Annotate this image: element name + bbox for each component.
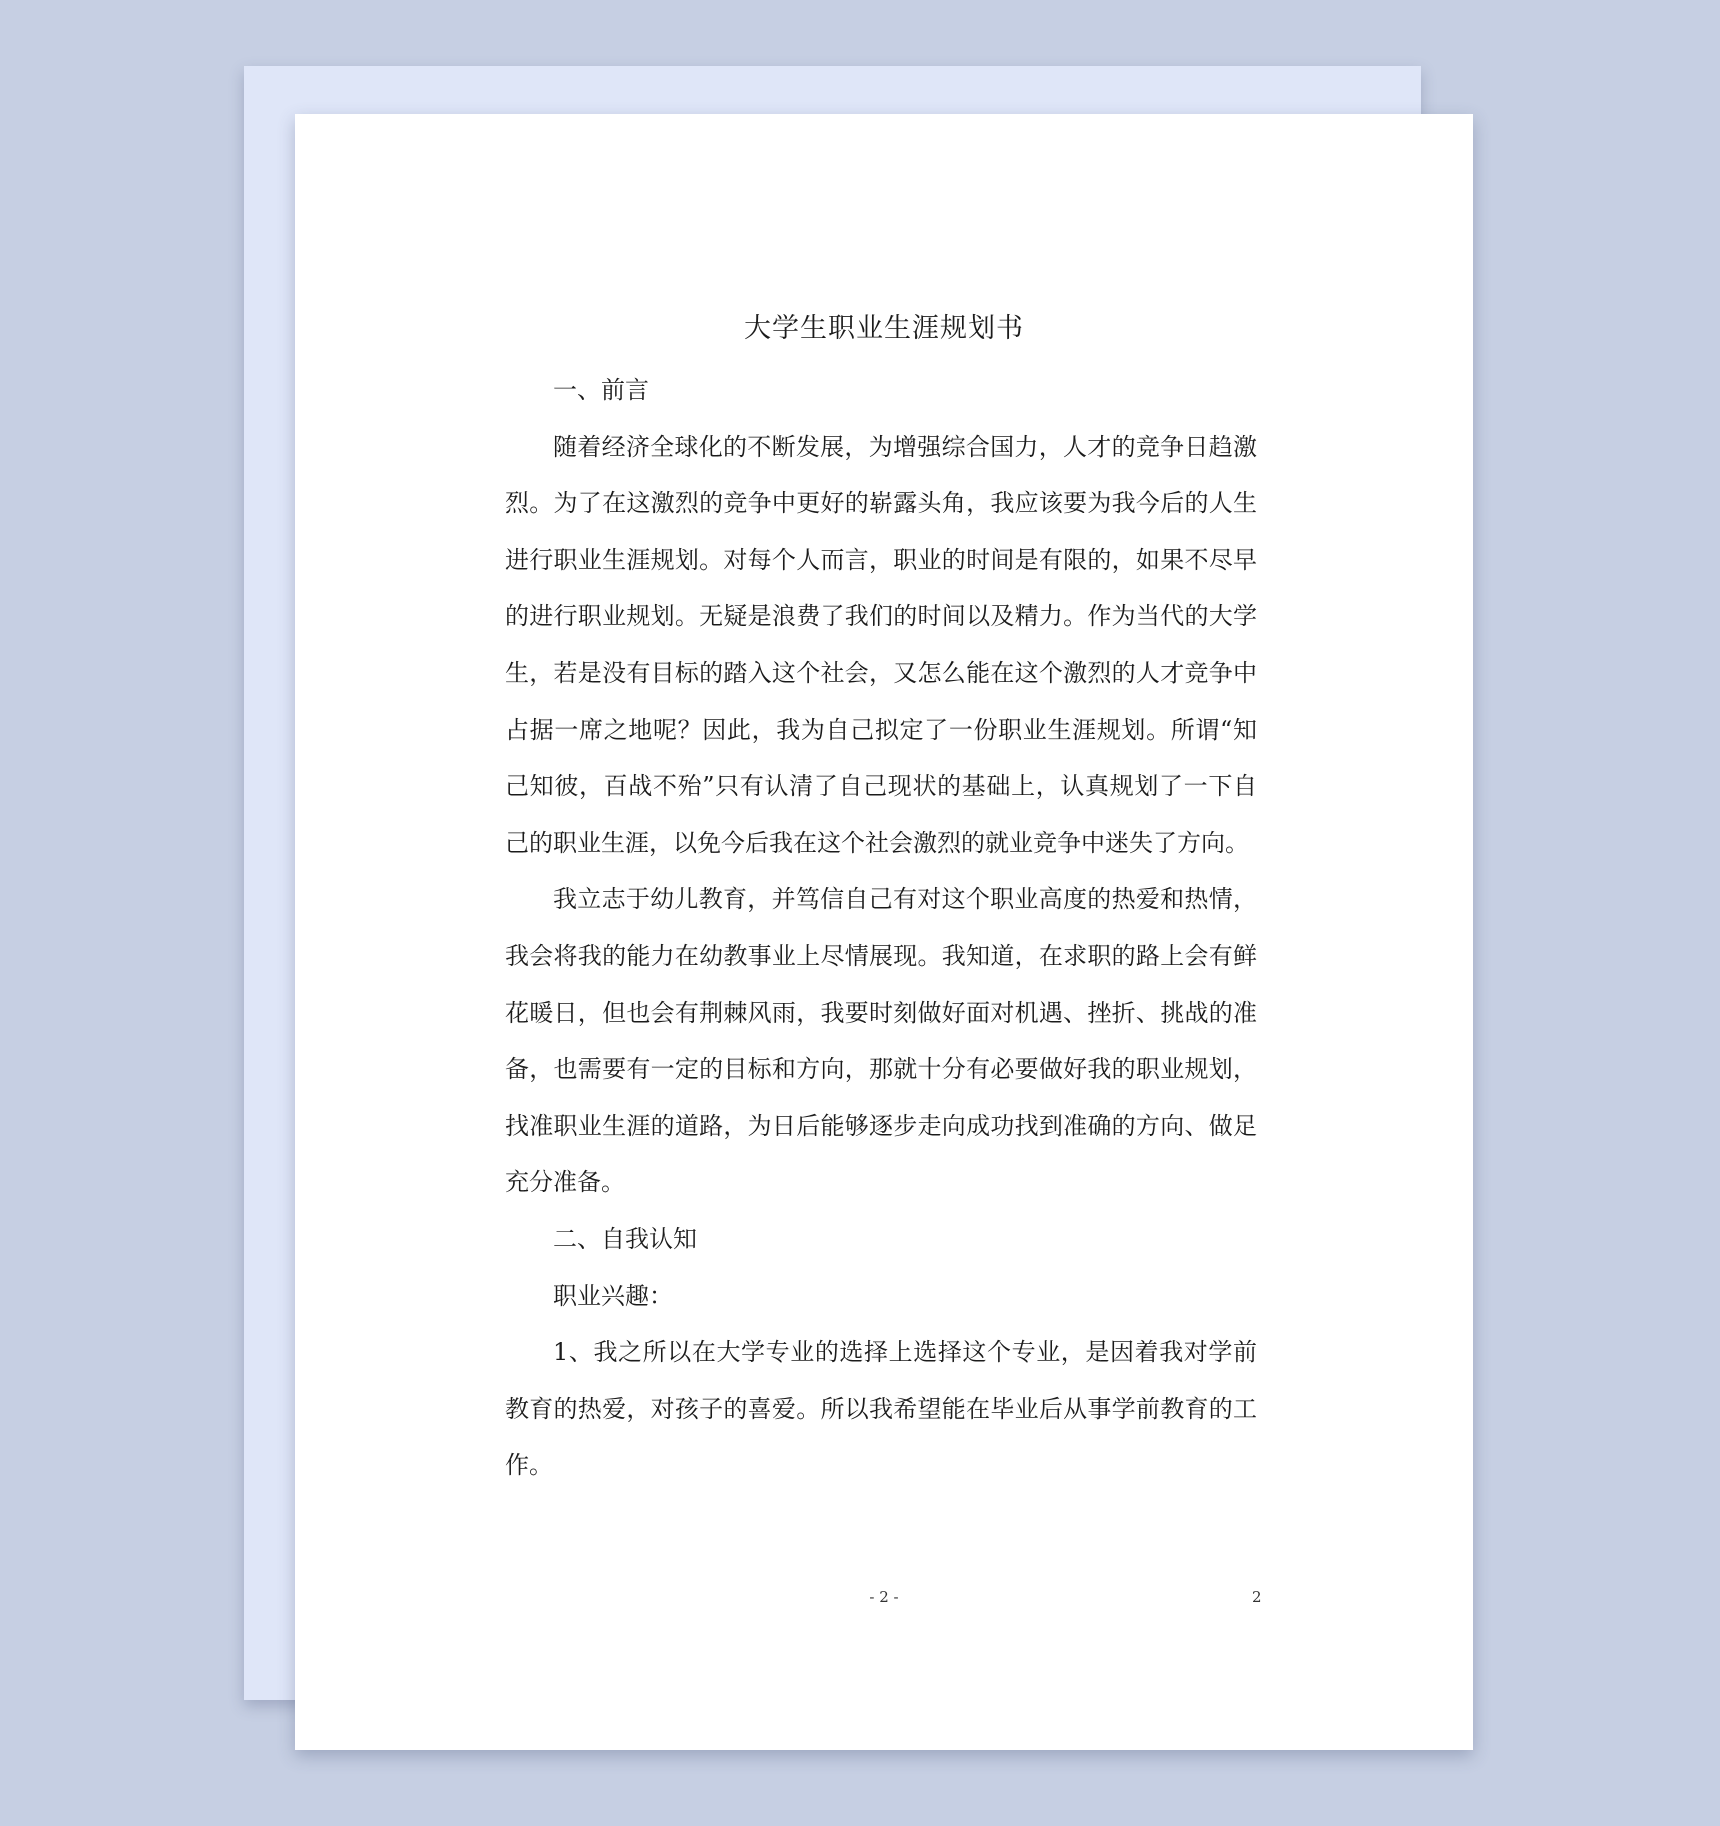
paragraph-preface-1: 随着经济全球化的不断发展，为增强综合国力，人才的竞争日趋激烈。为了在这激烈的竞争中更好的崭露头角，我应该要为我今后的人生进行职业生涯规划。对每个人而言，职业的时间是有限的，如果不尽早的进行职业规划。无疑是浪费了我们的时间以及精力。作为当代的大学生，若是没有目标的踏入这个社会，又怎么能在这个激烈的人才竞争中占据一席之地呢？因此，我为自己拟定了一份职业生涯规划。所谓“知己知彼，百战不殆”只有认清了自己现状的基础上，认真规划了一下自己的职业生涯，以免今后我在这个社会激烈的就业竞争中迷失了方向。 xyxy=(505,432,1257,857)
document-body xyxy=(505,362,1257,1494)
paragraph-preface-2: 我立志于幼儿教育，并笃信自己有对这个职业高度的热爱和热情，我会将我的能力在幼教事业上尽情展现。我知道，在求职的路上会有鲜花暖日，但也会有荆棘风雨，我要时刻做好面对机遇、挫折、挑战的准备，也需要有一定的目标和方向，那就十分有必要做好我的职业规划，找准职业生涯的道路，为日后能够逐步走向成功找到准确的方向、做足充分准备。 xyxy=(505,885,1257,1197)
paragraph-career-interest-1: 1、我之所以在大学专业的选择上选择这个专业，是因着我对学前教育的热爱，对孩子的喜爱。所以我希望能在毕业后从事学前教育的工作。 xyxy=(505,1338,1257,1480)
subheading-career-interest: 职业兴趣： xyxy=(553,1281,673,1310)
document-title: 大学生职业生涯规划书 xyxy=(744,313,1024,344)
section-heading-preface: 一、前言 xyxy=(553,376,649,404)
document-page xyxy=(295,114,1473,1750)
section-heading-self-awareness: 二、自我认知 xyxy=(553,1224,697,1253)
page-number-center: - 2 - xyxy=(869,1588,899,1606)
page-number-right: 2 xyxy=(1252,1588,1262,1606)
